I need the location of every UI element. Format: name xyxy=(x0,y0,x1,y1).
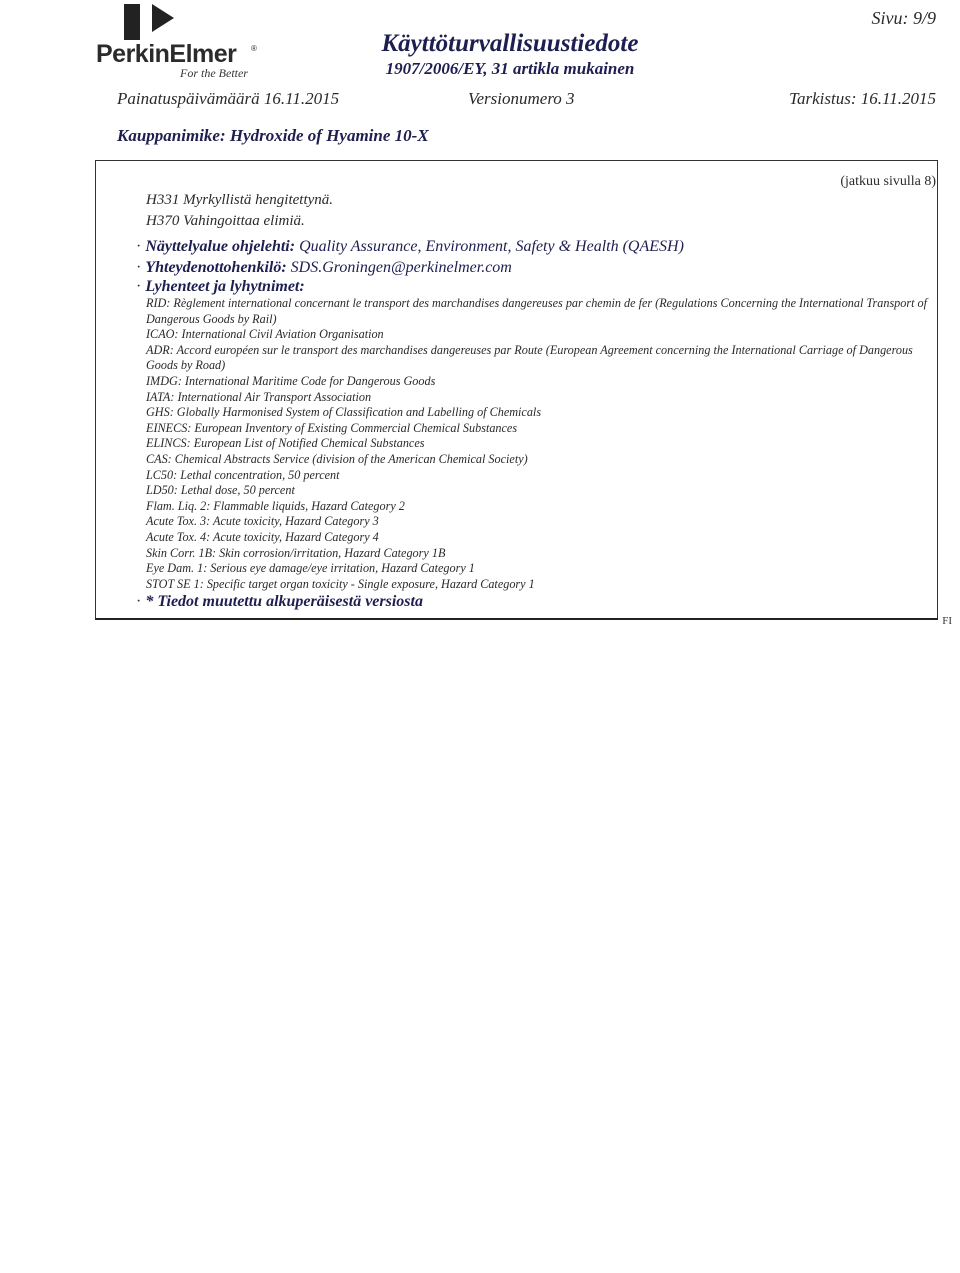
changed-label: * Tiedot muutettu alkuperäisestä versiosta xyxy=(145,593,423,610)
list-item: IATA: International Air Transport Association xyxy=(146,389,372,404)
list-item: ICAO: International Civil Aviation Organisation xyxy=(146,327,384,342)
bullet: · xyxy=(136,278,142,295)
list-item: Acute Tox. 3: Acute toxicity, Hazard Category 3 xyxy=(146,514,379,529)
list-item: STOT SE 1: Specific target organ toxicity - Single exposure, Hazard Category 1 xyxy=(146,576,535,591)
abbreviations-heading xyxy=(136,278,305,296)
bullet: · xyxy=(136,593,142,610)
document-title: Käyttöturvallisuustiedote xyxy=(381,30,639,57)
list-item: IMDG: International Maritime Code for Dangerous Goods xyxy=(146,373,436,388)
list-item: RID: Règlement international concernant le transport des marchandises dangereuses par chemin de fer (Regulations Concerning the International Transport of Dangerous Goods by Rail) xyxy=(146,296,928,326)
print-date: Painatuspäivämäärä 16.11.2015 xyxy=(117,89,340,108)
list-item: Flam. Liq. 2: Flammable liquids, Hazard Category 2 xyxy=(146,498,405,513)
product-name: Kauppanimike: Hydroxide of Hyamine 10-X xyxy=(117,126,429,145)
logo-wordmark: PerkinElmer xyxy=(96,40,237,68)
hazard-statement: H331 Myrkyllistä hengitettynä. xyxy=(146,192,334,208)
continued-note: (jatkuu sivulla 8) xyxy=(840,174,936,189)
list-item: LC50: Lethal concentration, 50 percent xyxy=(146,467,340,482)
abbreviations-label: Lyhenteet ja lyhytnimet: xyxy=(145,278,305,295)
document-subtitle: 1907/2006/EY, 31 artikla mukainen xyxy=(385,59,635,78)
list-item: EINECS: European Inventory of Existing Commercial Chemical Substances xyxy=(146,420,518,435)
abbreviations-list xyxy=(146,296,938,592)
changed-note xyxy=(136,593,423,611)
list-item: LD50: Lethal dose, 50 percent xyxy=(146,483,295,498)
list-item: ELINCS: European List of Notified Chemical Substances xyxy=(146,436,425,451)
contact-email-link[interactable]: SDS.Groningen@perkinelmer.com xyxy=(290,259,512,276)
list-item: ADR: Accord européen sur le transport des marchandises dangereuses par Route (European Agreement concerning the International Carriage of Dangerous Goods by Road) xyxy=(146,342,913,373)
language-code: FI xyxy=(942,615,952,627)
page-number: Sivu: 9/9 xyxy=(871,8,936,28)
bullet: · xyxy=(136,238,142,255)
list-item: Skin Corr. 1B: Skin corrosion/irritation, Hazard Category 1B xyxy=(146,545,446,560)
bullet: · xyxy=(136,259,142,276)
logo-registered-mark: ® xyxy=(251,44,257,53)
issuing-label: Näyttelyalue ohjelehti: xyxy=(145,238,296,255)
logo-tagline: For the Better xyxy=(180,66,248,80)
contact-person xyxy=(136,259,512,277)
list-item: Eye Dam. 1: Serious eye damage/eye irritation, Hazard Category 1 xyxy=(146,561,475,576)
issuing-value: Quality Assurance, Environment, Safety & Health (QAESH) xyxy=(299,238,684,255)
list-item: GHS: Globally Harmonised System of Classification and Labelling of Chemicals xyxy=(146,405,542,420)
revision-date: Tarkistus: 16.11.2015 xyxy=(789,89,936,108)
list-item: Acute Tox. 4: Acute toxicity, Hazard Category 4 xyxy=(146,529,379,544)
contact-label: Yhteydenottohenkilö: xyxy=(145,259,287,276)
list-item: CAS: Chemical Abstracts Service (division of the American Chemical Society) xyxy=(146,451,528,466)
version-number: Versionumero 3 xyxy=(468,89,575,108)
issuing-department xyxy=(136,238,684,256)
hazard-statement: H370 Vahingoittaa elimiä. xyxy=(146,213,305,229)
